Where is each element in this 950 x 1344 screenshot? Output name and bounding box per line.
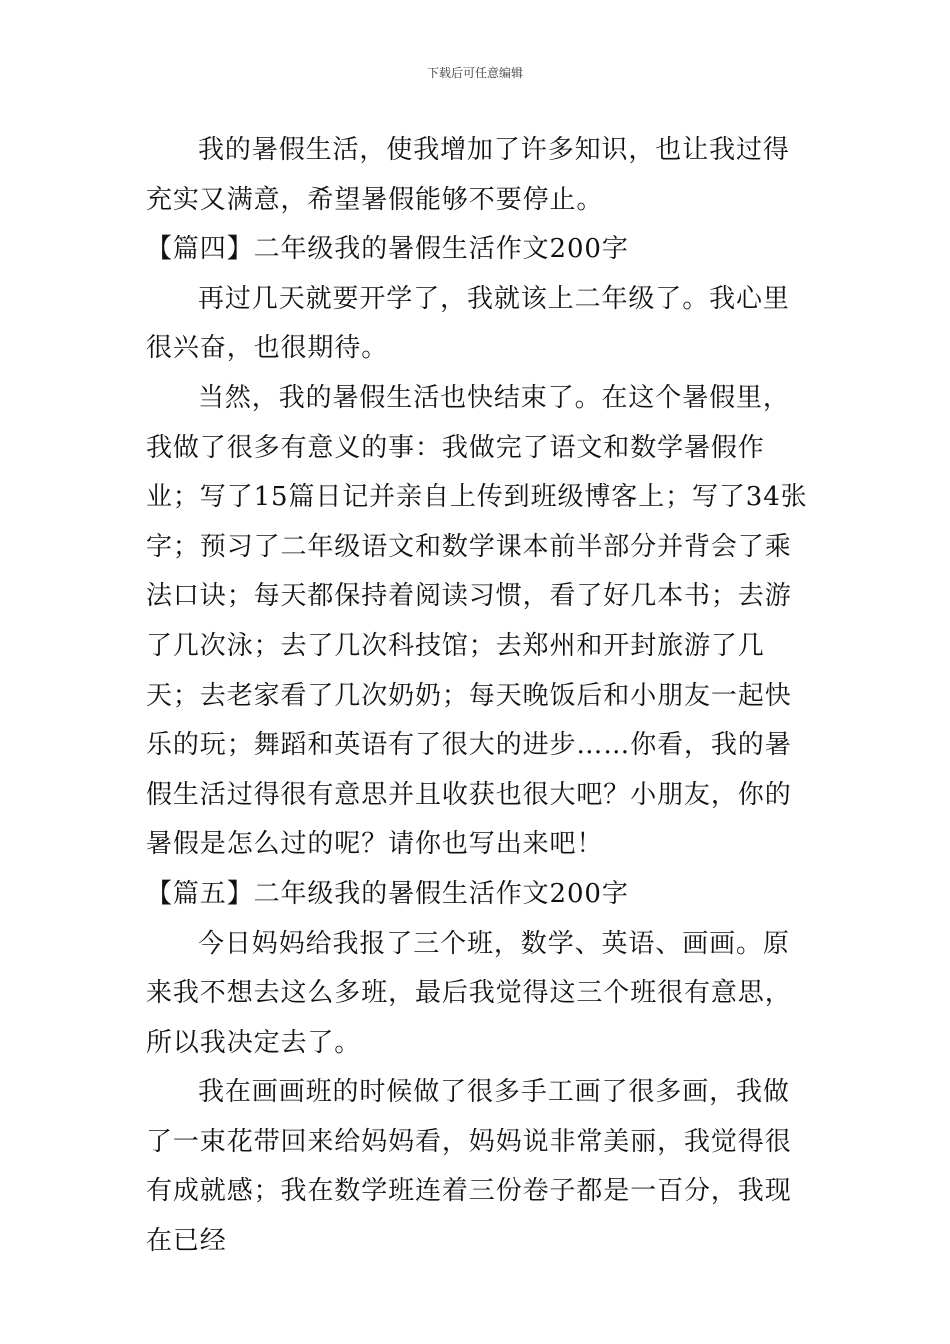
document-body bbox=[146, 126, 810, 1267]
paragraph-part5-body: 我在画画班的时候做了很多手工画了很多画，我做了一束花带回来给妈妈看，妈妈说非常美丽，我觉得很有成就感；我在数学班连着三份卷子都是一百分，我现在已经 bbox=[146, 1077, 792, 1257]
page-header: 下载后可任意编辑 bbox=[426, 66, 523, 80]
section-heading-part5: 【篇五】二年级我的暑假生活作文200字 bbox=[146, 878, 629, 909]
paragraph-part4-body: 当然，我的暑假生活也快结束了。在这个暑假里，我做了很多有意义的事：我做完了语文和数学暑假作业；写了15篇日记并亲自上传到班级博客上；写了34张字；预习了二年级语文和数学课本前半部分并背会了乘法口诀；每天都保持着阅读习惯，看了好几本书；去游了几次泳；去了几次科技馆；去郑州和开封旅游了几天；去老家看了几次奶奶；每天晚饭后和小朋友一起快乐的玩；舞蹈和英语有了很大的进步……你看，我的暑假生活过得很有意思并且收获也很大吧？小朋友，你的暑假是怎么过的呢？请你也写出来吧！ bbox=[146, 382, 808, 860]
section-heading-part4: 【篇四】二年级我的暑假生活作文200字 bbox=[146, 234, 629, 265]
paragraph-part4-intro: 再过几天就要开学了，我就该上二年级了。我心里很兴奋，也很期待。 bbox=[146, 283, 790, 364]
paragraph-part5-intro: 今日妈妈给我报了三个班，数学、英语、画画。原来我不想去这么多班，最后我觉得这三个班很有意思，所以我决定去了。 bbox=[146, 928, 792, 1058]
paragraph-summary: 我的暑假生活，使我增加了许多知识，也让我过得充实又满意，希望暑假能够不要停止。 bbox=[146, 135, 790, 215]
